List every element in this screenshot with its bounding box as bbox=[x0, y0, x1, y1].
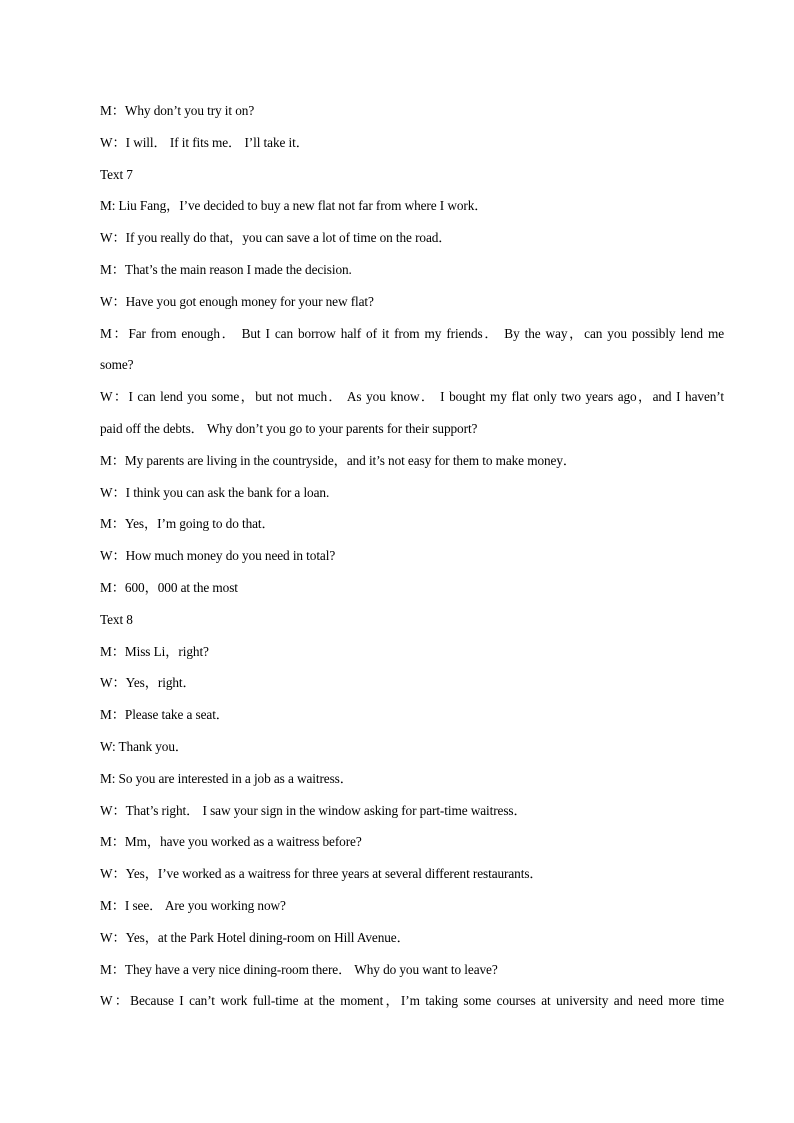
transcript-line: M：Miss Li，right? bbox=[100, 643, 209, 659]
transcript bbox=[100, 100, 724, 1022]
transcript-line: M：Why don’t you try it on? bbox=[100, 103, 255, 118]
transcript-line: M：Yes，I’m going to do that． bbox=[100, 516, 275, 532]
transcript-line: M：They have a very nice dining-room there． Why do you want to leave? bbox=[100, 961, 498, 977]
transcript-line: W：If you really do that，you can save a lot of time on the road． bbox=[100, 230, 452, 246]
section-heading-text-7: Text 7 bbox=[100, 166, 133, 182]
transcript-line: some? bbox=[100, 357, 134, 373]
transcript-line: W：I will． If it fits me． I’ll take it． bbox=[100, 134, 309, 150]
transcript-line: W：I can lend you some，but not much． As you know． I bought my flat only two years ago，and I haven’t bbox=[100, 389, 724, 405]
transcript-line: M：I see． Are you working now? bbox=[100, 897, 286, 913]
transcript-line: W：How much money do you need in total? bbox=[100, 548, 336, 564]
transcript-line: W：Yes，right． bbox=[100, 675, 196, 691]
transcript-line: paid off the debts． Why don’t you go to your parents for their support? bbox=[100, 420, 478, 436]
transcript-line: W：That’s right． I saw your sign in the window asking for part-time waitress． bbox=[100, 802, 527, 818]
transcript-line: W：Have you got enough money for your new flat? bbox=[100, 293, 374, 309]
transcript-line: W：Yes，at the Park Hotel dining-room on Hill Avenue． bbox=[100, 929, 410, 945]
transcript-line: M: So you are interested in a job as a waitress． bbox=[100, 770, 353, 786]
section-heading-text-8: Text 8 bbox=[100, 611, 133, 627]
transcript-line: M: Liu Fang，I’ve decided to buy a new flat not far from where I work． bbox=[100, 198, 488, 214]
transcript-line: M：600，000 at the most bbox=[100, 579, 238, 595]
transcript-line: W：Because I can’t work full-time at the moment，I’m taking some courses at university and need more time bbox=[100, 993, 724, 1009]
transcript-line: M：That’s the main reason I made the decision. bbox=[100, 261, 352, 277]
transcript-line: M：Far from enough． But I can borrow half of it from my friends． By the way，can you possibly lend me bbox=[100, 325, 724, 341]
transcript-line: M：Please take a seat． bbox=[100, 707, 229, 723]
transcript-line: W: Thank you． bbox=[100, 738, 189, 754]
transcript-line: M：Mm，have you worked as a waitress before? bbox=[100, 834, 362, 850]
transcript-line: W：I think you can ask the bank for a loan. bbox=[100, 484, 330, 500]
transcript-line: M：My parents are living in the countryside，and it’s not easy for them to make money． bbox=[100, 452, 577, 468]
transcript-line: W：Yes，I’ve worked as a waitress for three years at several different restaurants． bbox=[100, 866, 543, 882]
